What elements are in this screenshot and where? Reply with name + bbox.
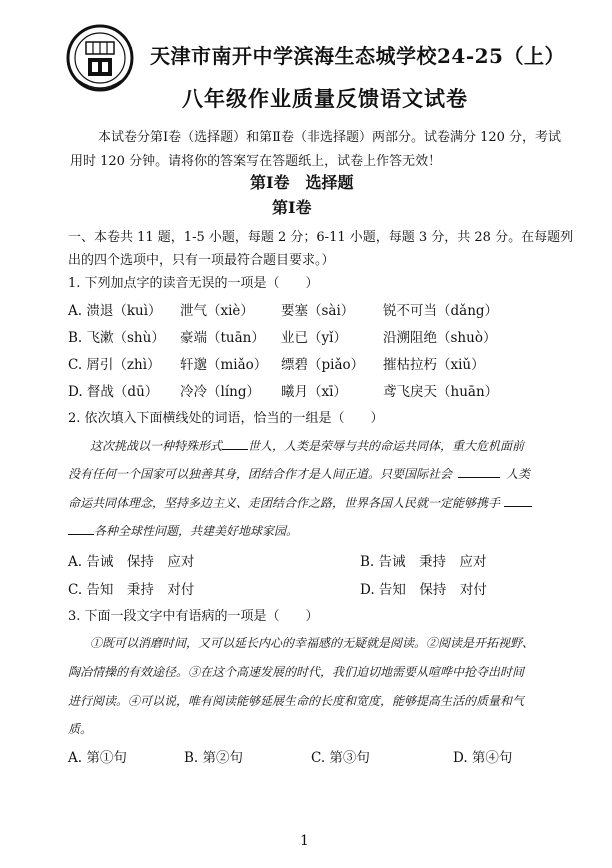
intro-line-1: 本试卷分第Ⅰ卷（选择题）和第Ⅱ卷（非选择题）两部分。试卷满分 120 分，考试 — [98, 130, 562, 145]
q1-option-d-3: 曦月（xī） — [281, 384, 347, 400]
q2-option-d: D. 告知 保持 对付 — [360, 582, 487, 598]
q1-option-a-2: 泄气（xiè） — [180, 303, 254, 319]
q2-option-a: A. 告诫 保持 应对 — [68, 554, 195, 570]
q3-passage-line-3: 进行阅读。④可以说，唯有阅读能够延展生命的长度和宽度，能够提高生活的质量和气 — [68, 694, 525, 708]
q2-passage-text: 没有任何一个国家可以独善其身，团结合作才是人间正道。只要国际社会 — [68, 467, 453, 481]
school-seal-logo — [66, 18, 134, 98]
q2-blank-2 — [458, 465, 500, 478]
q1-option-c-1: C. 屑引（zhì） — [68, 357, 161, 373]
q3-passage-line-1: ①既可以消磨时间，又可以延长内心的幸福感的无疑就是阅读。②阅读是开拓视野、 — [90, 636, 535, 650]
q1-option-d-2: 冷冷（líng） — [180, 384, 260, 400]
q1-option-c-2: 轩邈（miǎo） — [180, 357, 268, 373]
instructions-line-1: 一、本卷共 11 题，1-5 小题，每题 2 分；6-11 小题，每题 3 分，共 28 分。在每题列 — [68, 230, 574, 245]
exam-title: 八年级作业质量反馈语文试卷 — [182, 86, 468, 111]
school-title: 天津市南开中学滨海生态城学校24-25（上） — [150, 44, 565, 68]
instructions-line-2: 出的四个选项中，只有一项最符合题目要求。） — [68, 253, 335, 268]
q2-passage-text: 各种全球性问题，共建美好地球家园。 — [94, 524, 299, 538]
q1-option-a-1: A. 溃退（kuì） — [68, 303, 162, 319]
q3-option-b: B. 第②句 — [184, 750, 244, 766]
q2-passage-text: 人类 — [506, 467, 531, 481]
intro-line-2: 用时 120 分钟。请将你的答案写在答题纸上，试卷上作答无效！ — [70, 154, 442, 169]
q2-blank-3 — [504, 494, 532, 507]
q2-passage-line-4 — [68, 522, 298, 539]
q1-stem: 1. 下列加点字的读音无误的一项是（ ） — [68, 276, 319, 291]
q1-option-b-3: 业已（yǐ） — [281, 330, 347, 346]
q1-option-c-3: 缥碧（piǎo） — [281, 357, 365, 373]
q3-passage-line-2: 陶冶情操的有效途径。③在这个高速发展的时代，我们迫切地需要从喧哗中抢夺出时间 — [68, 665, 525, 679]
q2-passage-text: 命运共同体理念，坚持多边主义、走团结合作之路，世界各国人民就一定能够携手 — [68, 496, 501, 510]
q3-passage-line-4: 质。 — [68, 722, 93, 736]
q1-option-b-2: 豪端（tuān） — [180, 330, 265, 346]
part-title: 第Ⅰ卷 选择题 — [250, 173, 354, 192]
q2-option-c: C. 告知 秉持 对付 — [68, 582, 195, 598]
page-number: 1 — [300, 833, 309, 849]
q1-option-b-4: 沿溯阻绝（shuò） — [383, 330, 497, 346]
q1-option-d-4: 鸢飞戾天（huān） — [383, 384, 499, 400]
q3-option-a: A. 第①句 — [68, 750, 127, 766]
q1-option-a-4: 锐不可当（dǎng） — [383, 303, 499, 319]
volume-title: 第Ⅰ卷 — [272, 198, 312, 217]
q2-passage-text: 世人，人类是荣辱与共的命运共同体，重大危机面前 — [248, 439, 525, 453]
q1-option-b-1: B. 飞漱（shù） — [68, 330, 165, 346]
q3-option-c: C. 第③句 — [311, 750, 370, 766]
q2-blank-1 — [222, 437, 248, 450]
q3-stem: 3. 下面一段文字中有语病的一项是（ ） — [68, 609, 319, 624]
q2-passage-line-2 — [68, 465, 530, 482]
q3-option-d: D. 第④句 — [453, 750, 513, 766]
q2-option-b: B. 告诫 秉持 应对 — [360, 554, 487, 570]
q2-passage-line-1 — [90, 437, 524, 454]
q1-option-d-1: D. 督战（dū） — [68, 384, 159, 400]
q1-option-a-3: 要塞（sài） — [281, 303, 355, 319]
q2-stem: 2. 依次填入下面横线处的词语，恰当的一组是（ ） — [68, 411, 384, 426]
q2-passage-text: 这次挑战以一种特殊形式 — [90, 439, 223, 453]
q1-option-c-4: 摧枯拉朽（xiǔ） — [383, 357, 485, 373]
q2-blank-3-cont — [68, 522, 94, 535]
q2-passage-line-3 — [68, 494, 532, 511]
